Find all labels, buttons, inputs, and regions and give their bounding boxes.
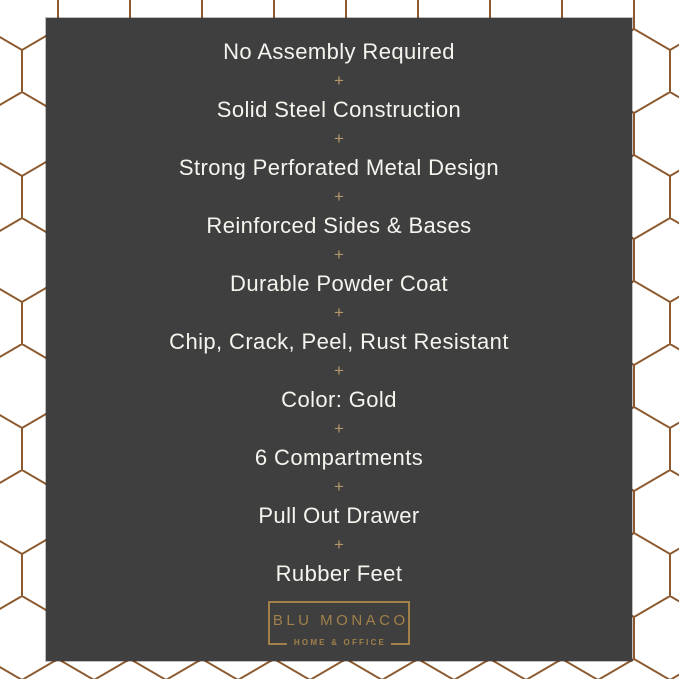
brand-logo-box <box>268 601 410 645</box>
plus-separator: + <box>334 71 344 90</box>
plus-separator: + <box>334 361 344 380</box>
feature-line: No Assembly Required <box>223 39 455 64</box>
plus-separator: + <box>334 419 344 438</box>
feature-line: Chip, Crack, Peel, Rust Resistant <box>169 329 509 354</box>
feature-list <box>169 37 509 588</box>
plus-separator: + <box>334 187 344 206</box>
feature-line: Rubber Feet <box>275 561 403 586</box>
feature-line: Pull Out Drawer <box>258 503 420 528</box>
feature-panel <box>46 18 632 661</box>
plus-separator: + <box>334 477 344 496</box>
plus-separator: + <box>334 245 344 264</box>
feature-line: Color: Gold <box>281 387 397 412</box>
plus-separator: + <box>334 129 344 148</box>
plus-separator: + <box>334 303 344 322</box>
brand-tagline: HOME & OFFICE <box>287 637 391 649</box>
feature-line: 6 Compartments <box>254 445 424 470</box>
plus-separator: + <box>334 535 344 554</box>
feature-line: Strong Perforated Metal Design <box>178 155 500 180</box>
brand-name: BLU MONACO <box>272 612 409 629</box>
feature-line: Solid Steel Construction <box>216 97 462 122</box>
feature-line: Durable Powder Coat <box>230 271 448 296</box>
feature-line: Reinforced Sides & Bases <box>206 213 472 238</box>
